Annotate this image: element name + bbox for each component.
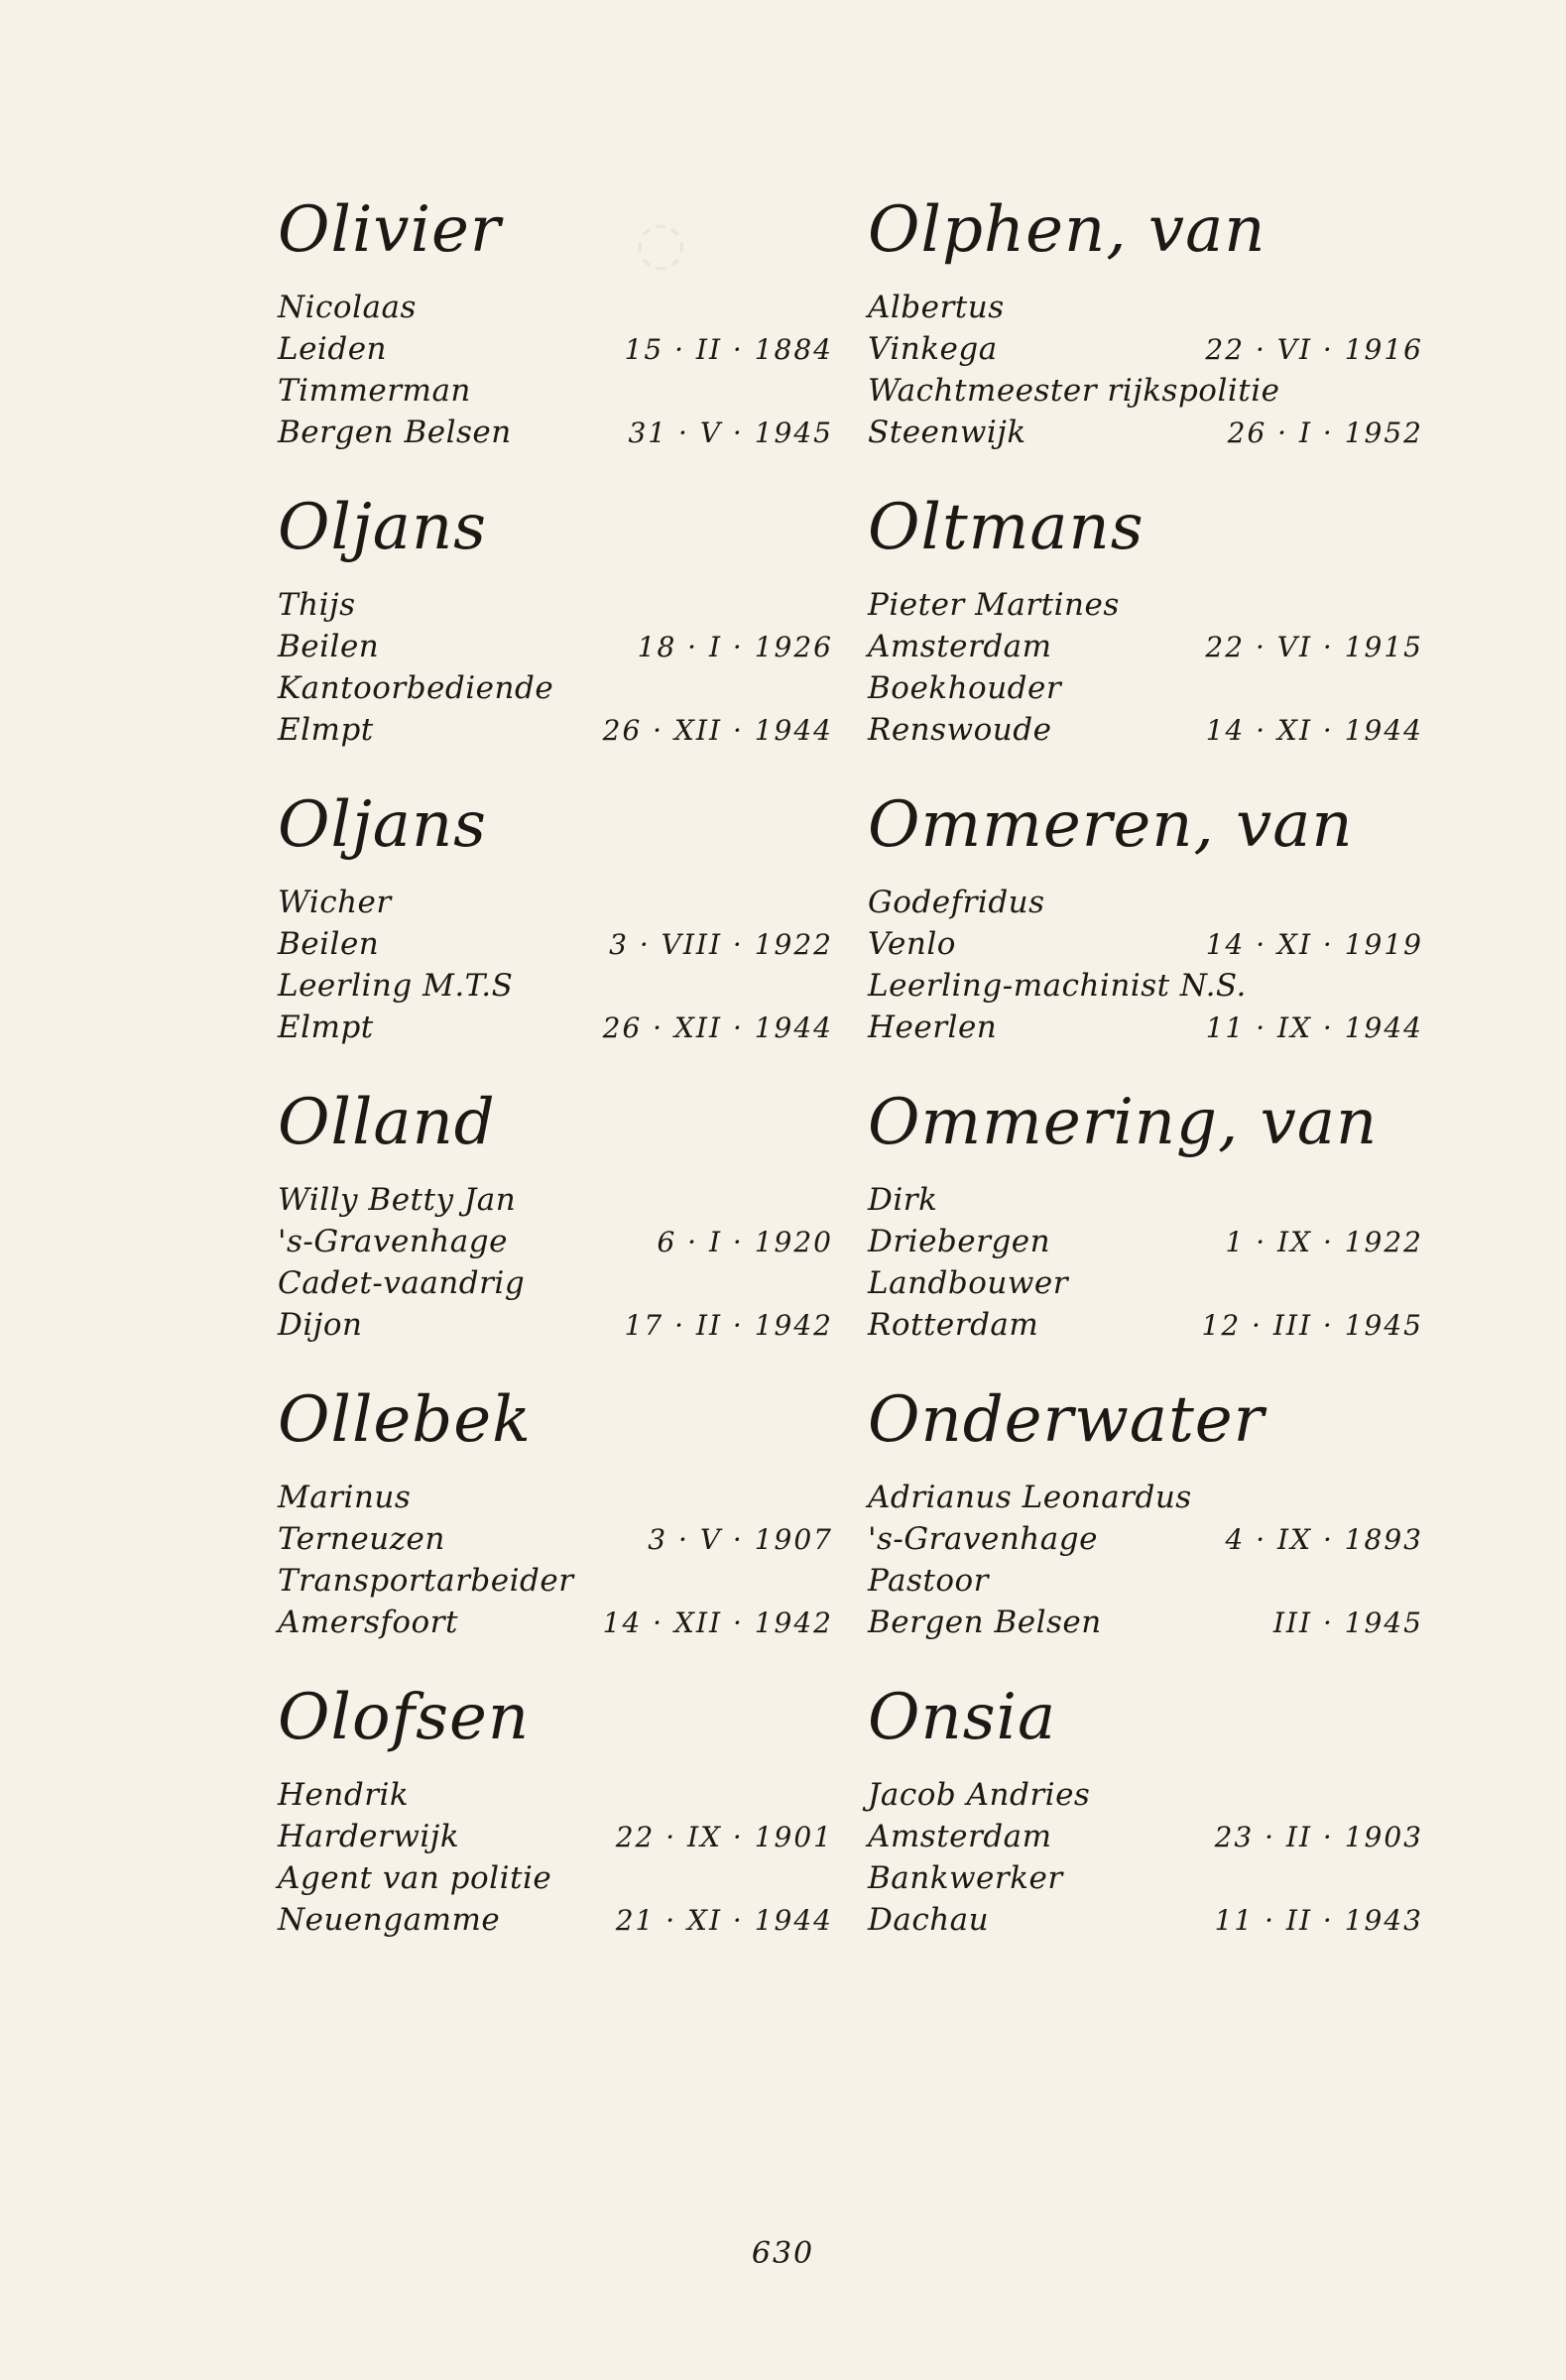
given-names: Thijs — [278, 587, 356, 623]
death-date: 14 · XII · 1942 — [602, 1606, 833, 1639]
entry-line — [278, 1010, 833, 1051]
entry-line — [868, 373, 1423, 415]
occupation: Wachtmeester rijkspolitie — [868, 373, 1280, 409]
death-date: 11 · IX · 1944 — [1205, 1012, 1423, 1044]
entry-line — [868, 1307, 1423, 1349]
death-date: 14 · XI · 1944 — [1205, 714, 1423, 747]
entry-line — [868, 670, 1423, 712]
entry-line — [278, 885, 833, 926]
death-place: Heerlen — [868, 1010, 998, 1045]
entry — [868, 1383, 1423, 1686]
entry-line — [868, 1563, 1423, 1605]
entry-line — [278, 1819, 833, 1860]
birth-date: 22 · IX · 1901 — [615, 1821, 833, 1853]
entry-line — [278, 926, 833, 968]
given-names: Willy Betty Jan — [278, 1182, 517, 1218]
surname-heading: Olphen, van — [868, 193, 1266, 267]
entry-line — [868, 629, 1423, 670]
given-names: Jacob Andries — [868, 1777, 1091, 1813]
entry-line — [868, 415, 1423, 456]
birth-place: Beilen — [278, 629, 380, 664]
given-names: Nicolaas — [278, 290, 417, 325]
occupation: Landbouwer — [868, 1265, 1069, 1301]
occupation: Boekhouder — [868, 670, 1062, 706]
birth-place: Vinkega — [868, 331, 998, 367]
birth-place: Beilen — [278, 926, 380, 962]
surname-heading: Onderwater — [868, 1383, 1265, 1457]
birth-place: 's-Gravenhage — [868, 1521, 1098, 1557]
entry-line — [868, 1902, 1423, 1944]
surname-heading: Ollebek — [278, 1383, 532, 1457]
birth-date: 23 · II · 1903 — [1214, 1821, 1423, 1853]
birth-date: 22 · VI · 1916 — [1205, 333, 1423, 366]
entry-line — [278, 1860, 833, 1902]
surname-heading: Oltmans — [868, 491, 1144, 564]
given-names: Wicher — [278, 885, 392, 920]
death-date: 17 · II · 1942 — [624, 1309, 833, 1342]
given-names: Albertus — [868, 290, 1005, 325]
given-names: Marinus — [278, 1480, 412, 1515]
entry-line — [868, 926, 1423, 968]
death-place: Renswoude — [868, 712, 1052, 748]
entry — [278, 1383, 833, 1686]
birth-date: 22 · VI · 1915 — [1205, 631, 1423, 663]
birth-place: Driebergen — [868, 1224, 1051, 1259]
entry-line — [868, 1521, 1423, 1563]
death-place: Dijon — [278, 1307, 363, 1343]
entry-line — [868, 1010, 1423, 1051]
given-names: Hendrik — [278, 1777, 410, 1813]
given-names: Adrianus Leonardus — [868, 1480, 1192, 1515]
entry-line — [868, 1265, 1423, 1307]
surname-heading: Olland — [278, 1086, 496, 1159]
entry — [868, 193, 1423, 496]
left-column — [278, 193, 833, 1983]
given-names: Pieter Martines — [868, 587, 1120, 623]
death-date: 31 · V · 1945 — [628, 416, 833, 449]
entry — [868, 1086, 1423, 1388]
entry-line — [278, 1521, 833, 1563]
birth-date: 4 · IX · 1893 — [1225, 1523, 1423, 1556]
entry-line — [868, 331, 1423, 373]
entry — [868, 491, 1423, 793]
entry-line — [278, 373, 833, 415]
birth-date: 14 · XI · 1919 — [1205, 928, 1423, 961]
right-column — [868, 193, 1423, 1983]
birth-date: 15 · II · 1884 — [624, 333, 833, 366]
entry-line — [278, 968, 833, 1010]
occupation: Kantoorbediende — [278, 670, 554, 706]
entry — [868, 788, 1423, 1091]
entry-line — [868, 885, 1423, 926]
entry-line — [868, 712, 1423, 754]
birth-date: 1 · IX · 1922 — [1225, 1226, 1423, 1258]
death-place: Steenwijk — [868, 415, 1026, 450]
birth-place: Terneuzen — [278, 1521, 445, 1557]
birth-date: 3 · V · 1907 — [648, 1523, 833, 1556]
death-place: Dachau — [868, 1902, 990, 1938]
birth-place: Venlo — [868, 926, 956, 962]
entry-line — [868, 587, 1423, 629]
surname-heading: Ommeren, van — [868, 788, 1354, 862]
death-place: Amersfoort — [278, 1605, 458, 1640]
death-place: Neuengamme — [278, 1902, 501, 1938]
birth-place: 's-Gravenhage — [278, 1224, 508, 1259]
entry — [278, 788, 833, 1091]
death-date: 26 · XII · 1944 — [602, 1012, 833, 1044]
entry — [278, 491, 833, 793]
entry — [278, 1681, 833, 1983]
entry-line — [868, 1819, 1423, 1860]
given-names: Godefridus — [868, 885, 1045, 920]
death-date: 11 · II · 1943 — [1214, 1904, 1423, 1937]
page-number: 630 — [751, 2236, 815, 2271]
entry-line — [868, 1224, 1423, 1265]
entry-line — [278, 415, 833, 456]
entry-line — [868, 1777, 1423, 1819]
entry-line — [278, 1563, 833, 1605]
birth-place: Amsterdam — [868, 629, 1052, 664]
death-date: 26 · I · 1952 — [1227, 416, 1423, 449]
occupation: Leerling M.T.S — [278, 968, 514, 1004]
birth-date: 6 · I · 1920 — [657, 1226, 833, 1258]
occupation: Timmerman — [278, 373, 471, 409]
entry — [278, 1086, 833, 1388]
entry — [278, 193, 833, 496]
death-place: Elmpt — [278, 1010, 374, 1045]
given-names: Dirk — [868, 1182, 938, 1218]
entry-line — [278, 629, 833, 670]
occupation: Transportarbeider — [278, 1563, 574, 1599]
surname-heading: Oljans — [278, 788, 487, 862]
entry-line — [868, 968, 1423, 1010]
entry-line — [278, 290, 833, 331]
entry-line — [278, 1777, 833, 1819]
entry-line — [868, 1480, 1423, 1521]
birth-place: Harderwijk — [278, 1819, 460, 1854]
occupation: Bankwerker — [868, 1860, 1063, 1896]
surname-heading: Olivier — [278, 193, 502, 267]
surname-heading: Olofsen — [278, 1681, 531, 1754]
entry-line — [868, 1182, 1423, 1224]
entry-line — [278, 1265, 833, 1307]
entry-line — [278, 1605, 833, 1646]
birth-date: 18 · I · 1926 — [637, 631, 833, 663]
entry-line — [278, 587, 833, 629]
entry-line — [278, 670, 833, 712]
entry-line — [868, 290, 1423, 331]
occupation: Agent van politie — [278, 1860, 552, 1896]
entry-line — [868, 1860, 1423, 1902]
death-date: III · 1945 — [1272, 1606, 1423, 1639]
death-date: 21 · XI · 1944 — [615, 1904, 833, 1937]
show-through-texture: ◌ — [635, 208, 687, 278]
death-date: 26 · XII · 1944 — [602, 714, 833, 747]
death-place: Elmpt — [278, 712, 374, 748]
entry-line — [278, 1902, 833, 1944]
entry-line — [278, 1224, 833, 1265]
surname-heading: Ommering, van — [868, 1086, 1379, 1159]
entry — [868, 1681, 1423, 1983]
entry-line — [278, 1182, 833, 1224]
death-place: Bergen Belsen — [278, 415, 512, 450]
entry-line — [868, 1605, 1423, 1646]
occupation: Leerling-machinist N.S. — [868, 968, 1247, 1004]
occupation: Pastoor — [868, 1563, 989, 1599]
death-date: 12 · III · 1945 — [1201, 1309, 1423, 1342]
birth-place: Leiden — [278, 331, 388, 367]
entry-line — [278, 712, 833, 754]
surname-heading: Onsia — [868, 1681, 1057, 1754]
occupation: Cadet-vaandrig — [278, 1265, 526, 1301]
entry-line — [278, 331, 833, 373]
death-place: Bergen Belsen — [868, 1605, 1102, 1640]
birth-date: 3 · VIII · 1922 — [609, 928, 833, 961]
death-place: Rotterdam — [868, 1307, 1039, 1343]
entry-line — [278, 1307, 833, 1349]
entry-line — [278, 1480, 833, 1521]
birth-place: Amsterdam — [868, 1819, 1052, 1854]
surname-heading: Oljans — [278, 491, 487, 564]
